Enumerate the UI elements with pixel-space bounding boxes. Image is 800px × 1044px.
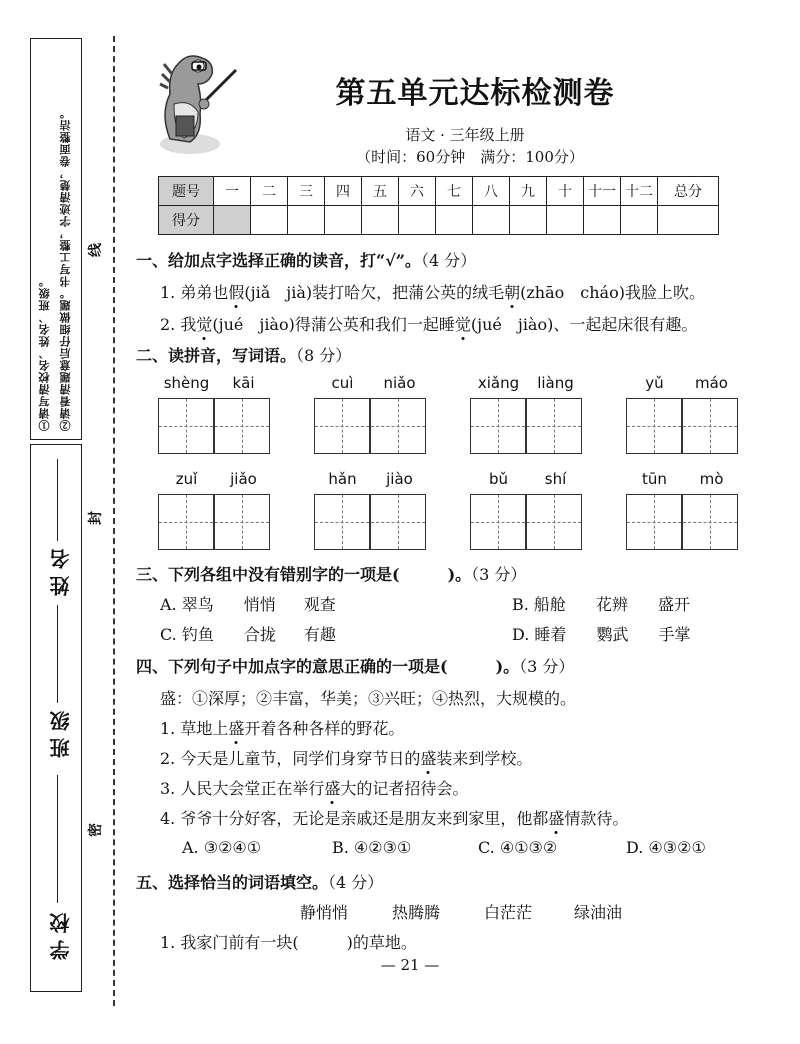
option-b[interactable]: [512, 592, 690, 615]
score-cell[interactable]: [510, 206, 547, 235]
sentence-text: 3. 人民大会堂正在举行: [160, 779, 325, 798]
score-cell[interactable]: [214, 206, 251, 235]
total-score-cell[interactable]: [658, 206, 719, 235]
writing-grid-box[interactable]: [370, 494, 426, 550]
dotted-char: 盛: [420, 746, 436, 769]
name-label: 姓 名: [49, 549, 73, 596]
page-number: — 21 —: [380, 956, 440, 974]
col-3: 三: [288, 177, 325, 206]
dotted-char: 盛: [548, 806, 564, 829]
sentence-text: 2. 今天是儿童节，同学们身穿节日的: [160, 749, 421, 768]
pinyin-syllable: máo: [695, 374, 728, 392]
score-cell[interactable]: [325, 206, 362, 235]
score-cell[interactable]: [547, 206, 584, 235]
word-bank-item: 绿油油: [574, 903, 623, 922]
option-word: 有趣: [303, 625, 336, 644]
option-word: 鹦武: [596, 625, 629, 644]
section-5-question-1: 1. 我家门前有一块( )的草地。: [160, 933, 417, 952]
writing-grid-box[interactable]: [158, 494, 214, 550]
section-1-heading: [136, 248, 476, 271]
section-2-points: （8 分）: [296, 346, 352, 365]
col-8: 八: [473, 177, 510, 206]
cut-label-secret: 密: [88, 823, 104, 837]
pinyin-syllable: yǔ: [645, 374, 664, 392]
answer-d[interactable]: D. ④③②①: [626, 838, 706, 857]
writing-grid-box[interactable]: [626, 398, 682, 454]
pinyin-syllable: shí: [544, 470, 567, 488]
q2-text: 2. 我: [160, 315, 197, 334]
notice-line-1: ①请写清校名、姓名、班级。: [38, 275, 51, 431]
q2-text: (jué jiào)得蒲公英和我们一起睡: [212, 315, 455, 334]
option-word: 盛开: [657, 595, 690, 614]
dotted-char: 觉: [455, 312, 471, 335]
score-table-header-row: [159, 177, 719, 206]
writing-grid-box[interactable]: [214, 494, 270, 550]
score-cell[interactable]: [399, 206, 436, 235]
col-10: 十: [547, 177, 584, 206]
writing-grid-box[interactable]: [314, 398, 370, 454]
section-4-heading: [136, 654, 574, 677]
col-7: 七: [436, 177, 473, 206]
option-c[interactable]: [160, 622, 336, 645]
word-bank-item: 热腾腾: [392, 903, 441, 922]
dotted-char: 朝: [504, 280, 520, 303]
writing-grid-box[interactable]: [370, 398, 426, 454]
option-word: 合拢: [243, 625, 276, 644]
answer-b[interactable]: B. ④②③①: [332, 838, 412, 857]
col-12: 十二: [621, 177, 658, 206]
pinyin-syllable: hǎn: [328, 470, 357, 488]
sentence-text: 1. 草地上: [160, 719, 229, 738]
answer-c[interactable]: C. ④①③②: [478, 838, 558, 857]
section-4-points: （3 分）: [519, 657, 575, 676]
writing-grid-box[interactable]: [158, 398, 214, 454]
cut-line: [113, 36, 115, 1006]
q2-text: (jué jiào)、一起起床很有趣。: [470, 315, 698, 334]
sentence-text: 4. 爷爷十分好客，无论是亲戚还是朋友来到家里，他都: [160, 809, 549, 828]
section-1-title: 一、给加点字选择正确的读音，打“√”。: [136, 251, 421, 270]
score-cell[interactable]: [288, 206, 325, 235]
cut-label-seal: 封: [88, 511, 104, 525]
option-word: 手掌: [658, 625, 691, 644]
student-info-box: [30, 444, 82, 992]
dotted-char: 假: [228, 280, 244, 303]
pinyin-syllable: bǔ: [488, 470, 509, 488]
name-input[interactable]: [57, 459, 58, 541]
pinyin-syllable: xiǎng: [477, 374, 520, 392]
writing-grid-box[interactable]: [526, 494, 582, 550]
sentence-text: 大的记者招待会。: [340, 779, 469, 798]
option-label: A. 翠鸟: [160, 595, 214, 614]
option-d[interactable]: [512, 622, 690, 645]
section-5-title: 五、选择恰当的词语填空。: [136, 873, 329, 892]
page-title: 第五单元达标检测卷: [335, 76, 615, 111]
pinyin-syllable: tūn: [642, 470, 667, 488]
exam-meta: （时间：60分钟 满分：100分）: [356, 148, 584, 166]
option-word: 悄悄: [243, 595, 276, 614]
score-cell[interactable]: [362, 206, 399, 235]
section-4-title: 四、下列句子中加点字的意思正确的一项是( )。: [136, 657, 520, 676]
q1-text: 1. 弟弟也: [160, 283, 229, 302]
col-2: 二: [251, 177, 288, 206]
option-word: 花辨: [595, 595, 628, 614]
section-4-sentence-3: [160, 776, 468, 799]
score-cell[interactable]: [436, 206, 473, 235]
pinyin-syllable: kāi: [232, 374, 255, 392]
dotted-char: 盛: [324, 776, 340, 799]
section-4-definition: 盛：①深厚；②丰富，华美；③兴旺；④热烈，大规模的。: [160, 689, 577, 708]
score-table-score-row: [159, 206, 719, 235]
q1-text: (zhāo cháo)我脸上吹。: [520, 283, 705, 302]
option-label: D. 睡着: [512, 625, 567, 644]
school-input[interactable]: [57, 775, 58, 903]
section-1-question-2: [160, 312, 697, 335]
section-5-points: （4 分）: [328, 873, 384, 892]
section-3-title: 三、下列各组中没有错别字的一项是( )。: [136, 565, 472, 584]
section-1-points: （4 分）: [420, 251, 477, 270]
q1-text: (jiǎ jià)装打哈欠，把蒲公英的绒毛: [244, 283, 505, 302]
score-cell[interactable]: [251, 206, 288, 235]
pinyin-syllable: cuì: [331, 374, 354, 392]
sentence-text: 情款待。: [564, 809, 629, 828]
col-1: 一: [214, 177, 251, 206]
section-4-sentence-4: [160, 806, 628, 829]
word-bank-item: 静悄悄: [300, 903, 349, 922]
section-4-sentence-1: [160, 716, 404, 739]
col-11: 十一: [584, 177, 621, 206]
col-6: 六: [399, 177, 436, 206]
pinyin-syllable: mò: [699, 470, 724, 488]
dotted-char: 觉: [196, 312, 212, 335]
section-3-points: （3 分）: [471, 565, 527, 584]
section-5-heading: [136, 870, 383, 893]
writing-grid-box[interactable]: [626, 494, 682, 550]
sentence-text: 装来到学校。: [436, 749, 533, 768]
section-3-heading: [136, 562, 526, 585]
writing-grid-box[interactable]: [214, 398, 270, 454]
section-4-sentence-2: [160, 746, 532, 769]
cut-label-line: 线: [88, 243, 104, 257]
score-row-label: 得分: [159, 206, 214, 235]
option-label: C. 钓鱼: [160, 625, 214, 644]
option-word: 观查: [303, 595, 336, 614]
score-table-label: 题号: [159, 177, 214, 206]
writing-grid-box[interactable]: [314, 494, 370, 550]
section-1-question-1: [160, 280, 705, 303]
score-cell[interactable]: [584, 206, 621, 235]
col-5: 五: [362, 177, 399, 206]
class-label: 班 级: [49, 711, 73, 758]
pinyin-syllable: zuǐ: [175, 470, 198, 488]
word-bank-item: 白茫茫: [484, 903, 533, 922]
pinyin-syllable: jiǎo: [230, 470, 257, 488]
answer-a[interactable]: A. ③②④①: [182, 838, 262, 857]
pinyin-syllable: shèng: [163, 374, 210, 392]
notice-line-2: ②请看清题意后仔细做题。书写工整，字迹清楚，卷面整洁。: [59, 107, 72, 431]
writing-grid-box[interactable]: [526, 398, 582, 454]
writing-grid-box[interactable]: [682, 494, 738, 550]
score-cell[interactable]: [473, 206, 510, 235]
page-subtitle: 语文 · 三年级上册: [405, 126, 525, 144]
score-cell[interactable]: [621, 206, 658, 235]
pinyin-syllable: niǎo: [383, 374, 416, 392]
option-label: B. 船舱: [512, 595, 566, 614]
col-4: 四: [325, 177, 362, 206]
col-9: 九: [510, 177, 547, 206]
school-label: 学 校: [49, 913, 73, 960]
score-table: [158, 176, 719, 235]
option-a[interactable]: [160, 592, 336, 615]
col-total: 总分: [658, 177, 719, 206]
sentence-text: 开着各种各样的野花。: [244, 719, 405, 738]
writing-grid-box[interactable]: [682, 398, 738, 454]
dotted-char: 盛: [228, 716, 244, 739]
section-2-title: 二、读拼音，写词语。: [136, 346, 297, 365]
writing-grid-box[interactable]: [470, 398, 526, 454]
writing-grid-box[interactable]: [470, 494, 526, 550]
section-2-heading: [136, 343, 351, 366]
pinyin-syllable: jiào: [386, 470, 413, 488]
pinyin-syllable: liàng: [537, 374, 574, 392]
class-input[interactable]: [57, 605, 58, 703]
